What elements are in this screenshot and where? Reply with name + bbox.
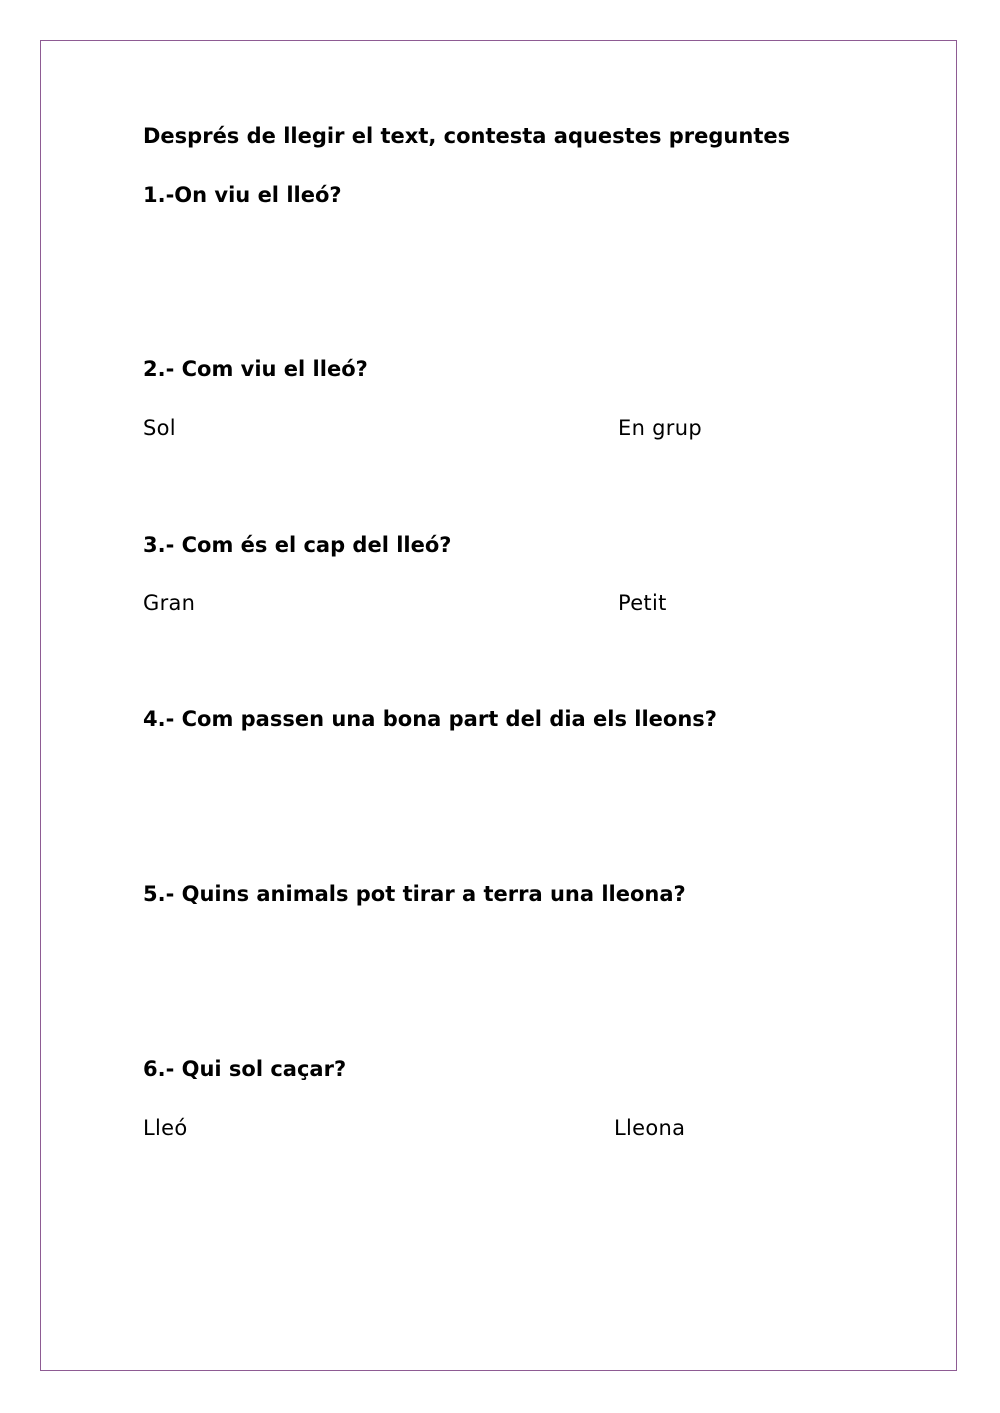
question-6-option-lleo[interactable]: Lleó xyxy=(143,1116,188,1140)
question-5: 5.- Quins animals pot tirar a terra una lleona? xyxy=(143,882,686,906)
question-4: 4.- Com passen una bona part del dia els lleons? xyxy=(143,707,717,731)
question-2-option-en-grup[interactable]: En grup xyxy=(618,416,702,440)
question-2-option-sol[interactable]: Sol xyxy=(143,416,176,440)
instruction-heading: Després de llegir el text, contesta aquestes preguntes xyxy=(143,124,791,148)
question-1: 1.-On viu el lleó? xyxy=(143,183,342,207)
question-3: 3.- Com és el cap del lleó? xyxy=(143,533,452,557)
question-6: 6.- Qui sol caçar? xyxy=(143,1057,347,1081)
question-3-option-petit[interactable]: Petit xyxy=(618,591,667,615)
question-2: 2.- Com viu el lleó? xyxy=(143,357,368,381)
question-3-option-gran[interactable]: Gran xyxy=(143,591,196,615)
question-6-option-lleona[interactable]: Lleona xyxy=(614,1116,686,1140)
